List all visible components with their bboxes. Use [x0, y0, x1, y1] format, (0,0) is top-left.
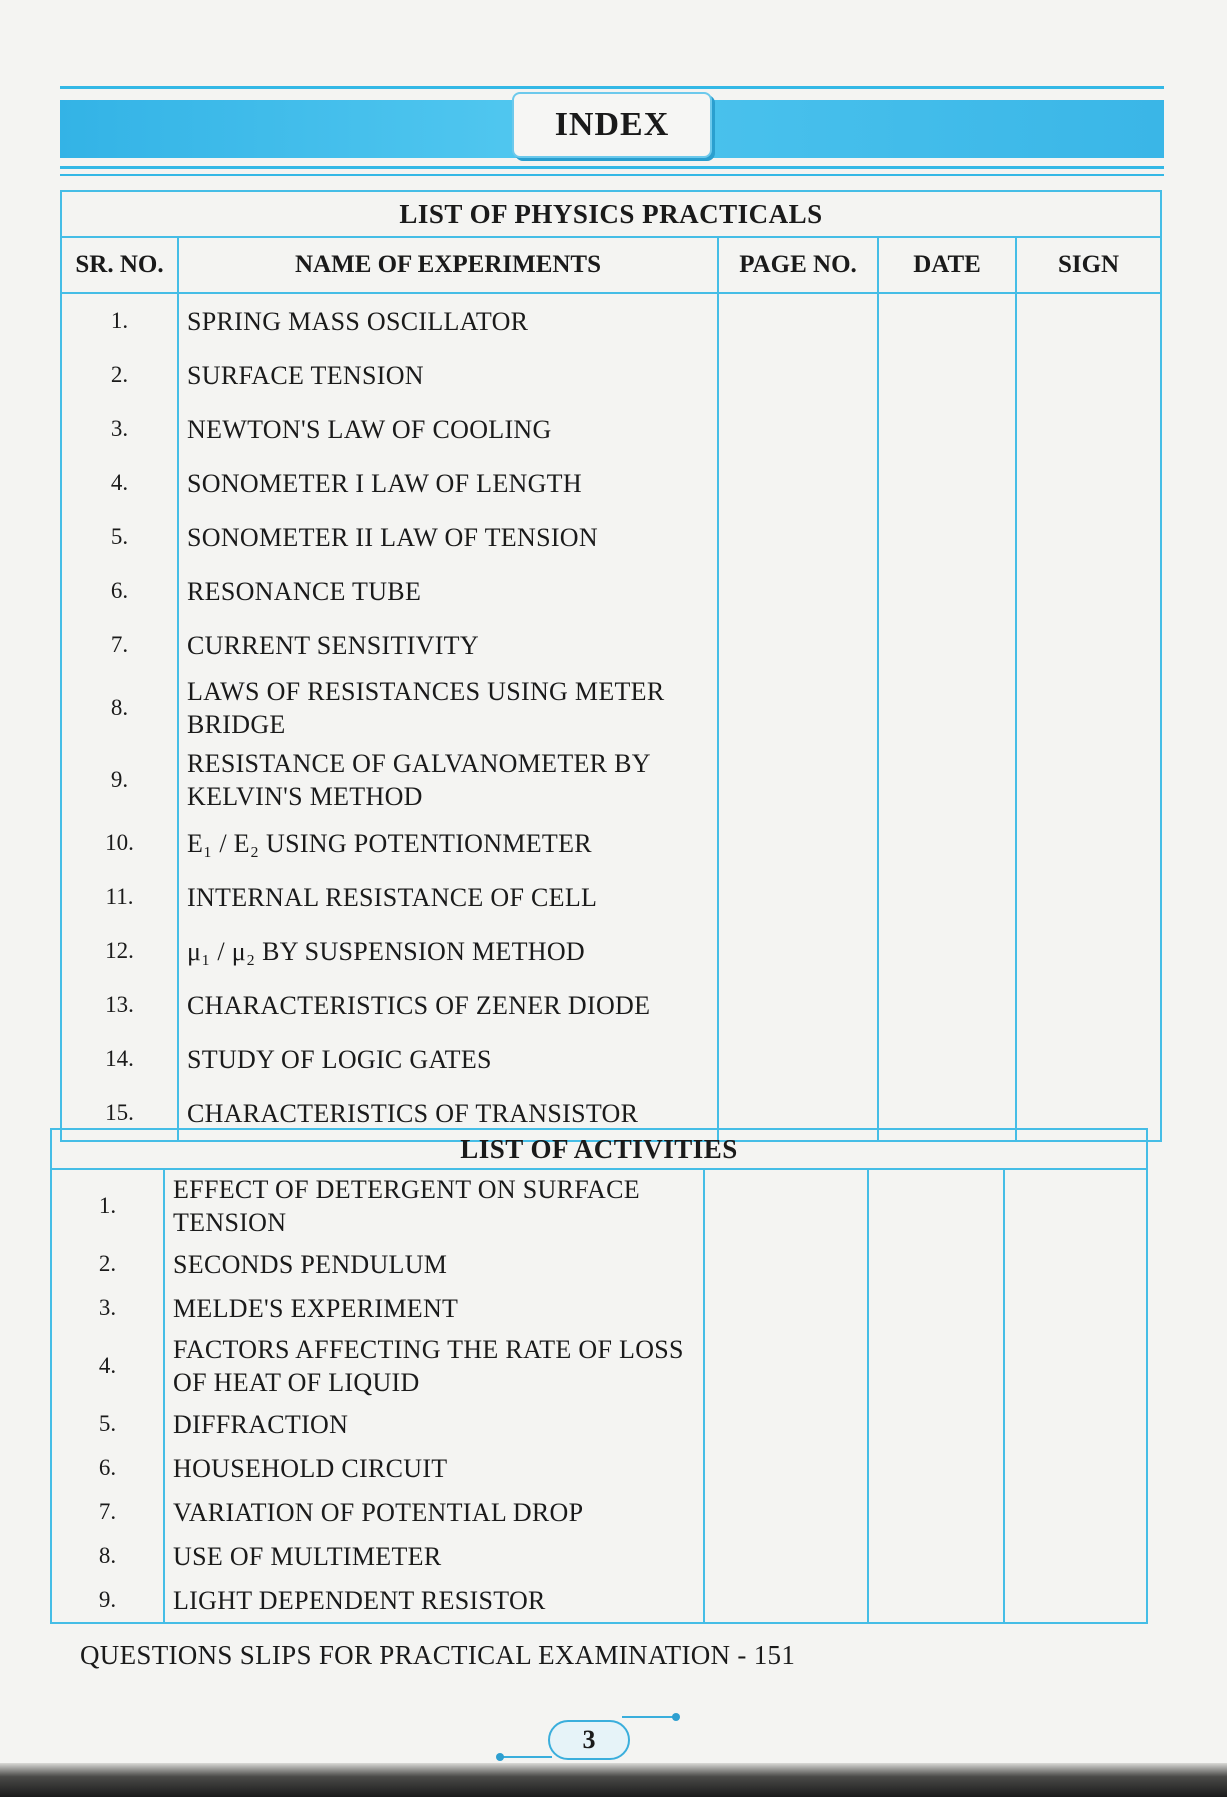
page-no-cell	[718, 618, 878, 672]
sr-cell: 12.	[61, 924, 178, 978]
page-no-cell	[704, 1446, 868, 1490]
sr-cell: 3.	[51, 1286, 164, 1330]
sign-cell	[1004, 1402, 1147, 1446]
sr-cell: 7.	[61, 618, 178, 672]
page-number-dot-left	[496, 1753, 504, 1761]
physics-table-row	[61, 870, 1161, 924]
sr-cell: 4.	[61, 456, 178, 510]
sr-cell: 11.	[61, 870, 178, 924]
page-number: 3	[582, 1725, 596, 1754]
page-no-cell	[704, 1242, 868, 1286]
page-number-rule-right	[622, 1716, 677, 1718]
date-cell	[878, 348, 1016, 402]
page-no-cell	[704, 1330, 868, 1402]
experiment-name-cell: HOUSEHOLD CIRCUIT	[164, 1446, 704, 1490]
experiment-name-cell: LIGHT DEPENDENT RESISTOR	[164, 1578, 704, 1623]
date-cell	[878, 816, 1016, 870]
experiment-name-cell: DIFFRACTION	[164, 1402, 704, 1446]
experiment-name-cell: INTERNAL RESISTANCE OF CELL	[178, 870, 718, 924]
date-cell	[868, 1286, 1004, 1330]
experiment-name-cell: USE OF MULTIMETER	[164, 1534, 704, 1578]
physics-table-row	[61, 510, 1161, 564]
date-cell	[868, 1330, 1004, 1402]
sign-cell	[1004, 1490, 1147, 1534]
sr-cell: 10.	[61, 816, 178, 870]
sign-cell	[1004, 1169, 1147, 1242]
physics-practicals-table	[60, 190, 1162, 1142]
page-no-cell	[704, 1578, 868, 1623]
page-number-rule-left	[502, 1756, 552, 1758]
table-header-row	[61, 237, 1161, 293]
sign-cell	[1016, 924, 1161, 978]
page-no-cell	[704, 1490, 868, 1534]
page-no-cell	[704, 1169, 868, 1242]
date-cell	[878, 510, 1016, 564]
banner-rule-bottom	[60, 166, 1164, 169]
page-title: INDEX	[554, 106, 670, 143]
experiment-name-cell: LAWS OF RESISTANCES USING METER BRIDGE	[178, 672, 718, 744]
physics-table-row	[61, 402, 1161, 456]
sign-cell	[1016, 456, 1161, 510]
activities-table-row	[51, 1169, 1147, 1242]
experiment-name-cell: MELDE'S EXPERIMENT	[164, 1286, 704, 1330]
experiment-name-cell: STUDY OF LOGIC GATES	[178, 1032, 718, 1086]
physics-table-row	[61, 672, 1161, 744]
sr-cell: 2.	[51, 1242, 164, 1286]
activities-table	[50, 1128, 1148, 1624]
page-no-cell	[704, 1286, 868, 1330]
activities-table-row	[51, 1490, 1147, 1534]
sign-cell	[1016, 744, 1161, 816]
page-no-cell	[718, 348, 878, 402]
physics-table-row	[61, 564, 1161, 618]
experiment-name-cell: μ₁ / μ₂ BY SUSPENSION METHOD	[178, 924, 718, 978]
page-no-cell	[718, 672, 878, 744]
sr-cell: 1.	[61, 293, 178, 348]
physics-table-row	[61, 816, 1161, 870]
sr-cell: 4.	[51, 1330, 164, 1402]
sr-cell: 2.	[61, 348, 178, 402]
sr-cell: 14.	[61, 1032, 178, 1086]
date-cell	[868, 1578, 1004, 1623]
experiment-name-cell: VARIATION OF POTENTIAL DROP	[164, 1490, 704, 1534]
experiment-name-cell: RESONANCE TUBE	[178, 564, 718, 618]
physics-table-row	[61, 924, 1161, 978]
page-no-cell	[718, 744, 878, 816]
page-bottom-edge	[0, 1763, 1227, 1797]
date-cell	[868, 1490, 1004, 1534]
banner-rule-top	[60, 86, 1164, 89]
experiment-name-cell: SPRING MASS OSCILLATOR	[178, 293, 718, 348]
column-header-sr: SR. NO.	[61, 237, 178, 293]
physics-table-row	[61, 618, 1161, 672]
date-cell	[868, 1402, 1004, 1446]
physics-table-row	[61, 1032, 1161, 1086]
sign-cell	[1016, 672, 1161, 744]
sign-cell	[1004, 1242, 1147, 1286]
experiment-name-cell: SONOMETER II LAW OF TENSION	[178, 510, 718, 564]
physics-table-row	[61, 293, 1161, 348]
sign-cell	[1016, 618, 1161, 672]
experiment-name-cell: EFFECT OF DETERGENT ON SURFACE TENSION	[164, 1169, 704, 1242]
sign-cell	[1016, 293, 1161, 348]
date-cell	[878, 978, 1016, 1032]
date-cell	[878, 564, 1016, 618]
sign-cell	[1016, 564, 1161, 618]
experiment-name-cell: CURRENT SENSITIVITY	[178, 618, 718, 672]
physics-table-row	[61, 348, 1161, 402]
date-cell	[878, 456, 1016, 510]
page-no-cell	[718, 402, 878, 456]
page-no-cell	[704, 1534, 868, 1578]
experiment-name-cell: SONOMETER I LAW OF LENGTH	[178, 456, 718, 510]
sign-cell	[1016, 978, 1161, 1032]
sr-cell: 7.	[51, 1490, 164, 1534]
page-number-dot-right	[672, 1713, 680, 1721]
activities-caption-row	[51, 1129, 1147, 1169]
page-no-cell	[718, 456, 878, 510]
sign-cell	[1016, 816, 1161, 870]
physics-table-row	[61, 744, 1161, 816]
experiment-name-cell: CHARACTERISTICS OF TRANSISTOR	[178, 1086, 718, 1141]
sign-cell	[1004, 1330, 1147, 1402]
date-cell	[878, 618, 1016, 672]
sr-cell: 13.	[61, 978, 178, 1032]
page-no-cell	[718, 564, 878, 618]
date-cell	[868, 1446, 1004, 1490]
activities-table-row	[51, 1242, 1147, 1286]
index-title-box	[512, 92, 712, 158]
sign-cell	[1004, 1286, 1147, 1330]
sr-cell: 3.	[61, 402, 178, 456]
footer-text: QUESTIONS SLIPS FOR PRACTICAL EXAMINATION - 151	[80, 1640, 796, 1670]
experiment-name-cell: FACTORS AFFECTING THE RATE OF LOSS OF HEAT OF LIQUID	[164, 1330, 704, 1402]
date-cell	[878, 744, 1016, 816]
date-cell	[868, 1169, 1004, 1242]
physics-caption-row	[61, 191, 1161, 237]
sr-cell: 6.	[51, 1446, 164, 1490]
sr-cell: 6.	[61, 564, 178, 618]
index-banner	[60, 78, 1164, 190]
sr-cell: 9.	[51, 1578, 164, 1623]
sign-cell	[1004, 1578, 1147, 1623]
activities-caption: LIST OF ACTIVITIES	[51, 1129, 1147, 1169]
sr-cell: 5.	[51, 1402, 164, 1446]
experiment-name-cell: E₁ / E₂ USING POTENTIONMETER	[178, 816, 718, 870]
page-no-cell	[718, 816, 878, 870]
sr-cell: 9.	[61, 744, 178, 816]
column-header-page: PAGE NO.	[718, 237, 878, 293]
experiment-name-cell: NEWTON'S LAW OF COOLING	[178, 402, 718, 456]
physics-table-row	[61, 978, 1161, 1032]
date-cell	[878, 672, 1016, 744]
page-no-cell	[718, 924, 878, 978]
sr-cell: 15.	[61, 1086, 178, 1141]
column-header-date: DATE	[878, 237, 1016, 293]
date-cell	[878, 870, 1016, 924]
sign-cell	[1016, 510, 1161, 564]
experiment-name-cell: SECONDS PENDULUM	[164, 1242, 704, 1286]
sign-cell	[1016, 870, 1161, 924]
sign-cell	[1004, 1446, 1147, 1490]
page-no-cell	[718, 1032, 878, 1086]
physics-table-row	[61, 456, 1161, 510]
physics-caption: LIST OF PHYSICS PRACTICALS	[61, 191, 1161, 237]
date-cell	[878, 293, 1016, 348]
column-header-sign: SIGN	[1016, 237, 1161, 293]
column-header-name: NAME OF EXPERIMENTS	[178, 237, 718, 293]
sign-cell	[1004, 1534, 1147, 1578]
activities-table-row	[51, 1534, 1147, 1578]
activities-table-row	[51, 1402, 1147, 1446]
activities-table-row	[51, 1446, 1147, 1490]
sign-cell	[1016, 1032, 1161, 1086]
sign-cell	[1016, 348, 1161, 402]
date-cell	[868, 1534, 1004, 1578]
activities-table-row	[51, 1330, 1147, 1402]
page-no-cell	[718, 978, 878, 1032]
sr-cell: 8.	[61, 672, 178, 744]
page-no-cell	[718, 293, 878, 348]
page-no-cell	[718, 510, 878, 564]
sr-cell: 1.	[51, 1169, 164, 1242]
date-cell	[878, 1032, 1016, 1086]
sr-cell: 5.	[61, 510, 178, 564]
date-cell	[878, 402, 1016, 456]
activities-table-row	[51, 1578, 1147, 1623]
page-number-badge	[548, 1720, 630, 1760]
experiment-name-cell: CHARACTERISTICS OF ZENER DIODE	[178, 978, 718, 1032]
date-cell	[878, 924, 1016, 978]
banner-rule-bottom-2	[60, 174, 1164, 176]
experiment-name-cell: RESISTANCE OF GALVANOMETER BY KELVIN'S METHOD	[178, 744, 718, 816]
date-cell	[868, 1242, 1004, 1286]
activities-table-row	[51, 1286, 1147, 1330]
page-no-cell	[704, 1402, 868, 1446]
page-no-cell	[718, 870, 878, 924]
sr-cell: 8.	[51, 1534, 164, 1578]
experiment-name-cell: SURFACE TENSION	[178, 348, 718, 402]
sign-cell	[1016, 402, 1161, 456]
